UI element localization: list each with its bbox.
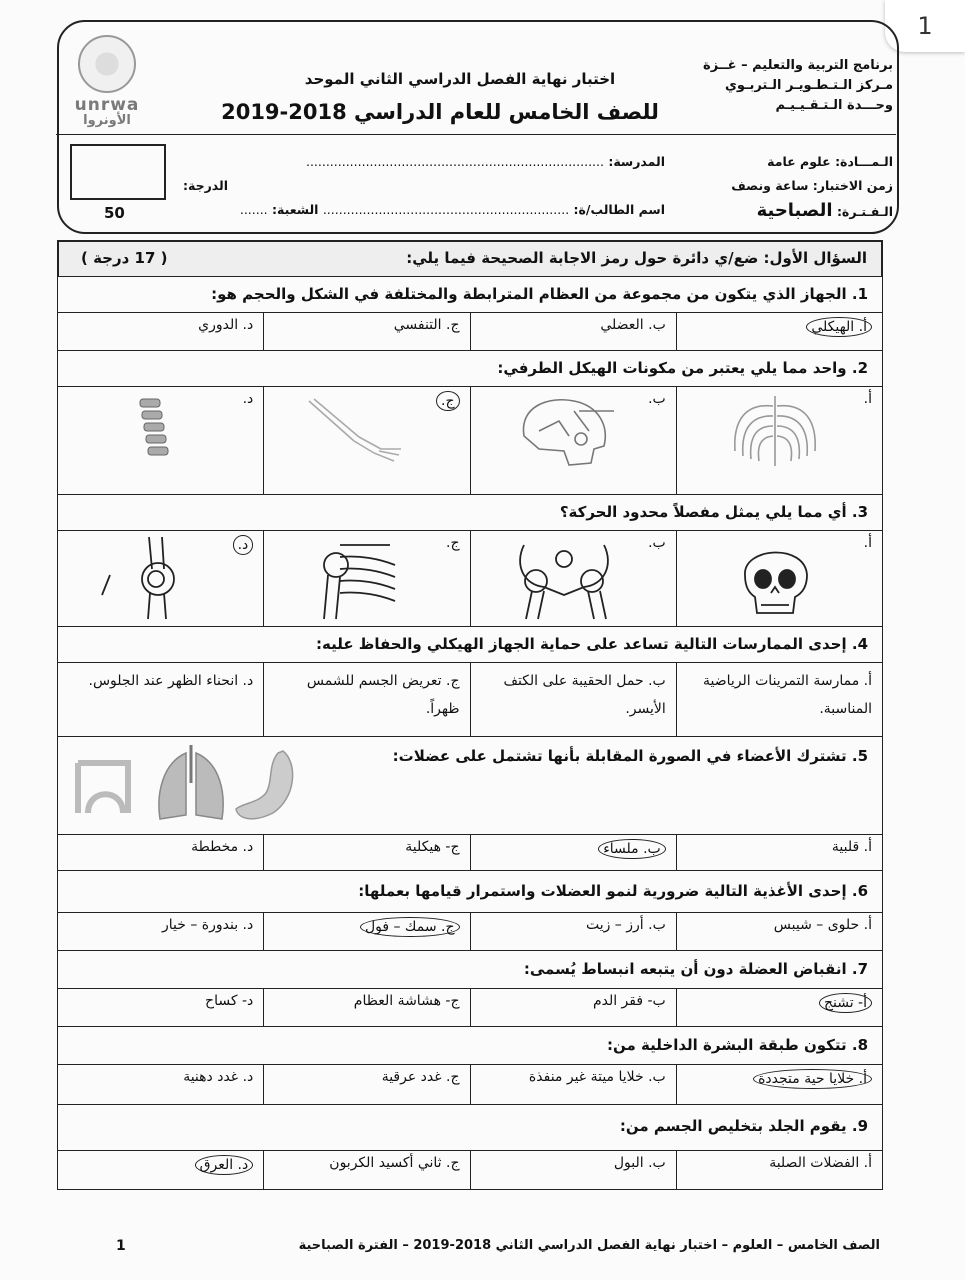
option-c[interactable]: [263, 663, 469, 736]
org-line-2: مـركز الـتـطـويـر الـتربـوي: [724, 78, 893, 93]
header-divider: [56, 134, 896, 135]
skull-icon: [509, 391, 619, 471]
question-text: 6. إحدى الأغذية التالية ضرورية لنمو العضلات واستمرار قيامها بعملها:: [358, 882, 868, 900]
stomach-icon: [236, 751, 293, 819]
school-label: المدرسة:: [608, 154, 665, 169]
option-label: أ. الفضلات الصلبة: [769, 1155, 872, 1171]
section-dots: .......: [239, 202, 268, 217]
student-dots: ..............................................................: [322, 202, 570, 217]
option-label: ج. تعريض الجسم للشمس ظهراً.: [306, 673, 460, 717]
total-score: 50: [104, 204, 125, 222]
organs-illustration: [68, 743, 308, 829]
option-a[interactable]: [676, 1065, 882, 1104]
option-label: ب.: [648, 391, 666, 407]
question-2: [57, 350, 883, 386]
option-label: د. انحناء الظهر عند الجلوس.: [88, 673, 254, 689]
question-text: 8. تتكون طبقة البشرة الداخلية من:: [607, 1036, 868, 1054]
question-3-options: [57, 530, 883, 626]
option-d[interactable]: [58, 835, 263, 870]
period-value: الصباحية: [756, 200, 833, 221]
option-b[interactable]: [470, 1151, 676, 1189]
question-5: [57, 736, 883, 834]
question-7: [57, 950, 883, 988]
answer-circle: ب. ملساء: [598, 839, 666, 859]
answer-circle: د. العرق: [195, 1155, 254, 1175]
option-b[interactable]: [470, 835, 676, 870]
question-8: [57, 1026, 883, 1064]
question-8-options: [57, 1064, 883, 1104]
un-emblem-icon: [78, 35, 136, 93]
option-c[interactable]: [263, 313, 469, 350]
time-value: ساعة ونصف: [731, 178, 809, 193]
time-label: زمن الاختبار:: [812, 178, 893, 193]
subject-label: الـمـــادة:: [835, 154, 893, 169]
option-label: ج. غدد عرقية: [381, 1069, 460, 1085]
option-label: أ. حلوى – شيبس: [773, 917, 872, 933]
spine-icon: [110, 391, 200, 471]
grade-box: [70, 144, 166, 200]
option-d[interactable]: [58, 913, 263, 950]
question-9: [57, 1104, 883, 1150]
option-a[interactable]: [676, 835, 882, 870]
question-1: [57, 276, 883, 312]
answer-circle: ج. سمك – فول: [360, 917, 460, 937]
option-label: ج- هشاشة العظام: [353, 993, 460, 1009]
question-text: 9. يقوم الجلد بتخليص الجسم من:: [619, 1117, 868, 1135]
option-b[interactable]: [470, 313, 676, 350]
option-label: ج- هيكلية: [405, 839, 460, 855]
question-1-options: [57, 312, 883, 350]
section-title-row: [57, 240, 883, 276]
option-d[interactable]: [58, 1151, 263, 1189]
option-label: د. الدوري: [198, 317, 254, 333]
option-c[interactable]: [263, 531, 469, 626]
option-c[interactable]: [263, 1065, 469, 1104]
option-label: ج. التنفسي: [393, 317, 460, 333]
school-field: [205, 154, 665, 169]
option-label: د. بندورة – خيار: [161, 917, 254, 933]
option-b[interactable]: [470, 663, 676, 736]
exam-title: اختبار نهاية الفصل الدراسي الثاني الموحد: [304, 70, 616, 88]
option-a[interactable]: [676, 387, 882, 494]
option-a[interactable]: [676, 663, 882, 736]
organization-block: [673, 56, 893, 116]
logo-arabic-text: الأونروا: [83, 113, 131, 128]
option-label: ب. العضلي: [600, 317, 666, 333]
rib-cage-icon: [715, 391, 835, 471]
question-7-options: [57, 988, 883, 1026]
option-label: ب- فقر الدم: [592, 993, 666, 1009]
logo-text: unrwa: [74, 95, 140, 115]
option-label: ب. أرز – زيت: [585, 917, 666, 933]
period-field: [713, 200, 893, 221]
section-title: السؤال الأول: ضع/ي دائرة حول رمز الاجابة الصحيحة فيما يلي:: [406, 249, 867, 267]
answer-circle: د.: [233, 535, 254, 555]
option-a[interactable]: [676, 531, 882, 626]
option-d[interactable]: [58, 1065, 263, 1104]
question-text: 3. أي مما يلي يمثل مفصلاً محدود الحركة؟: [559, 503, 868, 521]
option-a[interactable]: [676, 313, 882, 350]
option-c[interactable]: [263, 989, 469, 1026]
org-line-1: برنامج التربية والتعليم – غــزة: [703, 58, 893, 73]
question-text: 4. إحدى الممارسات التالية تساعد على حماية الجهاز الهيكلي والحفاظ عليه:: [315, 635, 868, 653]
school-dots: ...........................................................................: [305, 154, 604, 169]
section-marks: ( 17 درجة ): [81, 249, 168, 267]
option-c[interactable]: [263, 1151, 469, 1189]
option-label: د- كساح: [205, 993, 254, 1009]
option-label: أ. ممارسة التمرينات الرياضية المناسبة.: [703, 673, 872, 717]
subject-field: [713, 154, 893, 169]
option-label: ب. حمل الحقيبة على الكتف الأيسر.: [503, 673, 666, 717]
question-4-options: [57, 662, 883, 736]
option-label: ب.: [648, 535, 666, 551]
option-d[interactable]: [58, 531, 263, 626]
page-footer: الصف الخامس – العلوم – اختبار نهاية الفصل الدراسي الثاني 2018-2019 – الفترة الصباحية: [298, 1238, 880, 1253]
question-5-options: [57, 834, 883, 870]
option-b[interactable]: [470, 1065, 676, 1104]
student-label: اسم الطالب/ة:: [573, 202, 665, 217]
lungs-icon: [159, 745, 223, 819]
option-c[interactable]: [263, 913, 469, 950]
arm-bones-icon: [299, 391, 409, 471]
option-d[interactable]: [58, 387, 263, 494]
question-2-options: [57, 386, 883, 494]
option-b[interactable]: [470, 913, 676, 950]
answer-circle: ج.: [436, 391, 460, 411]
option-label: ج.: [446, 535, 460, 551]
option-label: ب. خلايا ميتة غير منفذة: [528, 1069, 666, 1085]
question-6: [57, 870, 883, 912]
option-label: أ.: [863, 391, 872, 407]
option-label: د. مخططة: [191, 839, 254, 855]
option-label: د.: [242, 391, 254, 407]
org-line-3: وحـــدة الـتـقـيـيـم: [775, 98, 893, 113]
option-label: ج. ثاني أكسيد الكربون: [329, 1155, 460, 1171]
knee-joint-icon: [94, 535, 204, 621]
option-b[interactable]: [470, 531, 676, 626]
option-b[interactable]: [470, 989, 676, 1026]
option-d[interactable]: [58, 989, 263, 1026]
grade-label: الدرجة:: [183, 178, 228, 193]
option-c[interactable]: [263, 387, 469, 494]
answer-circle: أ. خلايا حية متجددة: [753, 1069, 872, 1089]
unrwa-logo: [68, 35, 146, 135]
option-d[interactable]: [58, 313, 263, 350]
question-9-options: [57, 1150, 883, 1190]
option-c[interactable]: [263, 835, 469, 870]
question-text: 7. انقباض العضلة دون أن يتبعه انبساط يُسمى:: [523, 960, 868, 978]
question-4: [57, 626, 883, 662]
option-label: أ. قلبية: [831, 839, 872, 855]
subject-value: علوم عامة: [767, 154, 831, 169]
period-label: الـفـتـرة:: [836, 204, 893, 219]
exam-subtitle: للصف الخامس للعام الدراسي 2018-2019: [221, 100, 659, 124]
section-label: الشعبة:: [272, 202, 319, 217]
hip-joint-icon: [504, 535, 624, 621]
intestine-icon: [78, 763, 128, 813]
student-field: [205, 202, 665, 217]
question-text: 2. واحد مما يلي يعتبر من مكونات الهيكل الطرفي:: [497, 359, 868, 377]
option-label: د. غدد دهنية: [183, 1069, 254, 1085]
footer-page-number: 1: [116, 1238, 126, 1254]
option-a[interactable]: [676, 1151, 882, 1189]
answer-circle: أ. الهيكلي: [806, 317, 872, 337]
answer-circle: أ- تشنج: [819, 993, 872, 1013]
page-corner-number: 1: [885, 0, 965, 52]
question-3: [57, 494, 883, 530]
option-b[interactable]: [470, 387, 676, 494]
question-text: 1. الجهاز الذي يتكون من مجموعة من العظام المترابطة والمختلفة في الشكل والحجم هو:: [211, 285, 868, 303]
option-a[interactable]: [676, 989, 882, 1026]
time-field: [713, 178, 893, 193]
question-6-options: [57, 912, 883, 950]
question-text: 5. تشترك الأعضاء في الصورة المقابلة بأنها تشتمل على عضلات:: [392, 747, 868, 765]
option-a[interactable]: [676, 913, 882, 950]
option-label: أ.: [863, 535, 872, 551]
option-label: ب. البول: [613, 1155, 666, 1171]
shoulder-joint-icon: [310, 535, 410, 621]
option-d[interactable]: [58, 663, 263, 736]
skull-joint-icon: [725, 535, 825, 621]
